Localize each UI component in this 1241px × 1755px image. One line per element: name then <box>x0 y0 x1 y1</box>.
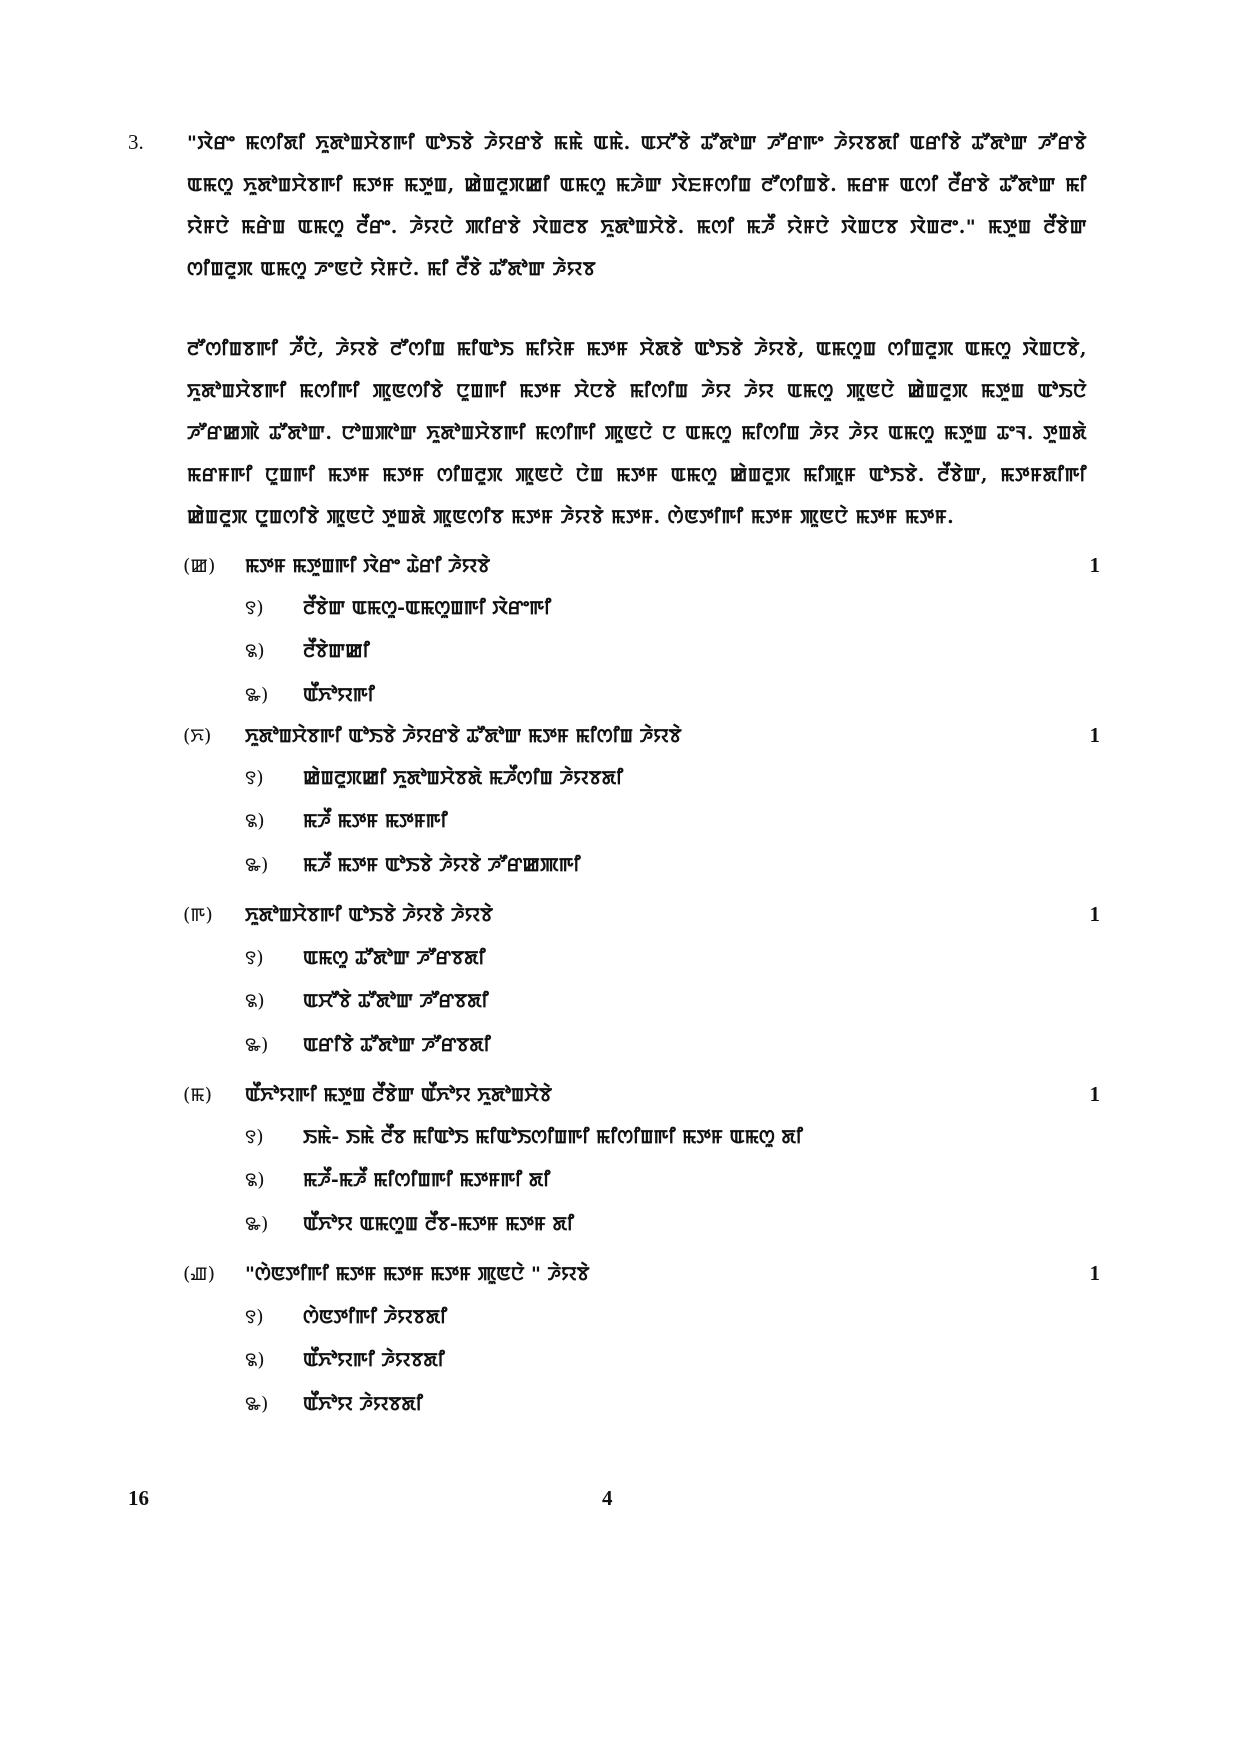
option-label: ꯱) <box>245 1126 264 1148</box>
option-label: ꯳) <box>245 1034 269 1056</box>
option-text: ꯑꯩꯈꯣꯌꯒꯤ <box>303 684 375 706</box>
option-text: ꯀꯥꯡꯂꯨꯞꯀꯤ ꯈꯨꯗꯣꯡꯆꯥꯕꯗꯥ ꯃꯍꯩꯁꯤꯡ ꯍꯥꯌꯕꯗꯤ <box>303 767 624 789</box>
subquestion <box>183 553 1100 585</box>
option-label: ꯲) <box>245 640 265 662</box>
subquestion <box>183 1082 1100 1114</box>
option-text: ꯂꯩꯕꯥꯛ ꯑꯃꯁꯨ-ꯑꯃꯁꯨꯡꯒꯤ ꯋꯥꯔꯦꯒꯤ <box>303 597 552 619</box>
option-label: ꯲) <box>245 990 265 1012</box>
option-label: ꯱) <box>245 597 264 619</box>
option-text: ꯁꯥꯟꯇꯤꯒꯤ ꯍꯥꯌꯕꯗꯤ <box>303 1306 448 1328</box>
option-text: ꯑꯃꯁꯨ ꯊꯧꯗꯣꯛ ꯍꯧꯔꯕꯗꯤ <box>303 947 486 969</box>
option-text: ꯑꯔꯤꯕꯥ ꯊꯧꯗꯣꯛ ꯍꯧꯔꯕꯗꯤ <box>303 1034 491 1056</box>
option-label: ꯲) <box>245 810 265 832</box>
subquestion <box>183 723 1100 755</box>
option-text: ꯃꯍꯩ ꯃꯇꯝ ꯃꯇꯝꯒꯤ <box>303 810 448 832</box>
subquestion-label: (ꯃ) <box>183 1084 213 1106</box>
subquestion-text: "ꯁꯥꯟꯇꯤꯒꯤ ꯃꯇꯝ ꯃꯇꯝ ꯃꯇꯝ ꯄꯨꯟꯅꯥ " ꯍꯥꯌꯕꯥ <box>245 1263 590 1285</box>
passage-paragraph-1: "ꯋꯥꯔꯦ ꯃꯁꯤꯗꯤ ꯈꯨꯗꯣꯡꯆꯥꯕꯒꯤ ꯑꯣꯏꯕꯥ ꯍꯥꯌꯔꯕꯥ ꯃꯃꯥ ꯑꯃꯥ. ꯑꯆꯧꯕꯥ ꯊꯧꯗꯣꯛ ꯍꯧꯔꯒꯦ ꯍꯥꯌꯕꯗꯤ ꯑꯔꯤꯕꯥ ꯊꯧꯗꯣꯛ ꯍꯧꯔꯕꯥ ꯑꯃꯁꯨ ꯈꯨꯗꯣꯡꯆꯥꯕꯒꯤ ꯃꯇꯝ ꯃꯇꯨꯡ, ꯀꯥꯡꯂꯨꯞꯀꯤ ꯑꯃꯁꯨ ꯃꯍꯥꯛ ꯋꯥꯐꯝꯁꯤꯡ ꯂꯧꯁꯤꯡꯕꯥ. ꯃꯔꯝ ꯑꯁꯤ ꯂꯩꯔꯕꯥ ꯊꯧꯗꯣꯛ ꯃꯤ ꯌꯥꯝꯅꯥ ꯃꯔꯥꯡ ꯑꯃꯁꯨ ꯂꯩꯔꯦ. ꯍꯥꯌꯅꯥ ꯄꯤꯔꯕꯥ ꯋꯥꯡꯂꯕ ꯈꯨꯗꯣꯡꯆꯥꯕꯥ. ꯃꯁꯤ ꯃꯍꯩ ꯌꯥꯝꯅꯥ ꯋꯥꯡꯅꯕ ꯋꯥꯡꯂꯦ." ꯃꯇꯨꯡ ꯂꯩꯕꯥꯛ ꯁꯤꯡꯂꯨꯞ ꯑꯃꯁꯨ ꯍꯦꯟꯅꯥ ꯌꯥꯝꯅꯥ. ꯃꯤ ꯂꯩꯕꯥ ꯊꯧꯗꯣꯛ ꯍꯥꯌꯕ <box>187 132 1087 280</box>
option-text: ꯑꯩꯈꯣꯌ ꯑꯃꯁꯨꯡ ꯂꯩꯕ-ꯃꯇꯝ ꯃꯇꯝ ꯗꯤ <box>303 1213 575 1235</box>
option-label: ꯲) <box>245 1349 265 1371</box>
option-label: ꯱) <box>245 1306 264 1328</box>
option-label: ꯲) <box>245 1169 265 1191</box>
option-text: ꯑꯆꯧꯕꯥ ꯊꯧꯗꯣꯛ ꯍꯧꯔꯕꯗꯤ <box>303 990 489 1012</box>
option-text: ꯂꯩꯕꯥꯛꯀꯤ <box>303 640 370 662</box>
marks-value: 1 <box>1089 553 1100 577</box>
option-text: ꯑꯩꯈꯣꯌ ꯍꯥꯌꯕꯗꯤ <box>303 1393 423 1415</box>
option-label: ꯳) <box>245 1393 269 1415</box>
marks-value: 1 <box>1089 1082 1100 1106</box>
subquestion-label: (ꯒ) <box>183 904 213 926</box>
option-text: ꯑꯩꯈꯣꯌꯒꯤ ꯍꯥꯌꯕꯗꯤ <box>303 1349 445 1371</box>
subquestion <box>183 902 1100 934</box>
subquestion <box>183 1261 1100 1293</box>
subquestion-label: (ꯈ) <box>183 725 212 747</box>
option-label: ꯳) <box>245 684 269 706</box>
subquestion-text: ꯃꯇꯝ ꯃꯇꯨꯡꯒꯤ ꯋꯥꯔꯦ ꯊꯥꯔꯤ ꯍꯥꯌꯕꯥ <box>245 555 491 577</box>
subquestion-label: (ꯀ) <box>183 555 216 577</box>
passage-paragraph-2: ꯂꯧꯁꯤꯡꯕꯒꯤ ꯍꯩꯅꯥ, ꯍꯥꯌꯕꯥ ꯂꯧꯁꯤꯡ ꯃꯤꯑꯣꯏ ꯃꯤꯌꯥꯝ ꯃꯇꯝ ꯆꯥꯗꯕꯥ ꯑꯣꯏꯕꯥ ꯍꯥꯌꯕꯥ, ꯑꯃꯁꯨꯡ ꯁꯤꯡꯂꯨꯞ ꯑꯃꯁꯨ ꯋꯥꯡꯅꯕꯥ, ꯈꯨꯗꯣꯡꯆꯥꯕꯒꯤ ꯃꯁꯤꯒꯤ ꯄꯨꯟꯁꯤꯕꯥ ꯅꯨꯡꯒꯤ ꯃꯇꯝ ꯆꯥꯅꯕꯥ ꯃꯤꯁꯤꯡ ꯍꯥꯌ ꯍꯥꯌ ꯑꯃꯁꯨ ꯄꯨꯟꯅꯥ ꯀꯥꯡꯂꯨꯞ ꯃꯇꯨꯡ ꯑꯣꯏꯅꯥ ꯍꯧꯔꯀꯄꯥ ꯊꯧꯗꯣꯛ. ꯅꯣꯡꯄꯣꯛ ꯈꯨꯗꯣꯡꯆꯥꯕꯒꯤ ꯃꯁꯤꯒꯤ ꯄꯨꯟꯅꯥ ꯅ ꯑꯃꯁꯨ ꯃꯤꯁꯤꯡ ꯍꯥꯌ ꯍꯥꯌ ꯑꯃꯁꯨ ꯃꯇꯨꯡ ꯊꯦꯜ. ꯇꯨꯡꯗꯥ ꯃꯔꯝꯒꯤ ꯅꯨꯡꯒꯤ ꯃꯇꯝ ꯃꯇꯝ ꯁꯤꯡꯂꯨꯞ ꯄꯨꯟꯅꯥ ꯅꯥꯡ ꯃꯇꯝ ꯑꯃꯁꯨ ꯀꯥꯡꯂꯨꯞ ꯃꯤꯄꯨꯝ ꯑꯣꯏꯕꯥ. ꯂꯩꯕꯥꯛ, ꯃꯇꯝꯗꯤꯒꯤ ꯀꯥꯡꯂꯨꯞ ꯅꯨꯡꯁꯤꯕꯥ ꯄꯨꯟꯅꯥ ꯇꯨꯡꯗꯥ ꯄꯨꯟꯁꯤꯕ ꯃꯇꯝ ꯍꯥꯌꯕꯥ ꯃꯇꯝ. ꯁꯥꯟꯇꯤꯒꯤ ꯃꯇꯝ ꯄꯨꯟꯅꯥ ꯃꯇꯝ ꯃꯇꯝ. <box>187 338 1087 528</box>
subquestion-text: ꯑꯩꯈꯣꯌꯒꯤ ꯃꯇꯨꯡ ꯂꯩꯕꯥꯛ ꯑꯩꯈꯣꯌ ꯈꯨꯗꯣꯡꯆꯥꯕꯥ <box>245 1084 552 1106</box>
marks-value: 1 <box>1089 723 1100 747</box>
option-text: ꯏꯃꯥ- ꯏꯃꯥ ꯂꯩꯕ ꯃꯤꯑꯣꯏ ꯃꯤꯑꯣꯏꯁꯤꯡꯒꯤ ꯃꯤꯁꯤꯡꯒꯤ ꯃꯇꯝ ꯑꯃꯁꯨ ꯗꯤ <box>303 1126 803 1148</box>
option-label: ꯳) <box>245 854 269 876</box>
page-number: 4 <box>602 1486 613 1510</box>
paper-code: 16 <box>128 1486 149 1510</box>
option-text: ꯃꯍꯩ ꯃꯇꯝ ꯑꯣꯏꯕꯥ ꯍꯥꯌꯕꯥ ꯍꯧꯔꯀꯄꯒꯤ <box>303 854 581 876</box>
question-number: 3. <box>128 130 144 154</box>
option-label: ꯳) <box>245 1213 269 1235</box>
option-text: ꯃꯍꯩ-ꯃꯍꯩ ꯃꯤꯁꯤꯡꯒꯤ ꯃꯇꯝꯒꯤ ꯗꯤ <box>303 1169 551 1191</box>
subquestion-text: ꯈꯨꯗꯣꯡꯆꯥꯕꯒꯤ ꯑꯣꯏꯕꯥ ꯍꯥꯌꯔꯕꯥ ꯊꯧꯗꯣꯛ ꯃꯇꯝ ꯃꯤꯁꯤꯡ ꯍꯥꯌꯕꯥ <box>245 725 682 747</box>
marks-value: 1 <box>1089 1261 1100 1285</box>
option-label: ꯱) <box>245 947 264 969</box>
marks-value: 1 <box>1089 902 1100 926</box>
subquestion-label: (ꯉ) <box>183 1263 216 1285</box>
option-label: ꯱) <box>245 767 264 789</box>
subquestion-text: ꯈꯨꯗꯣꯡꯆꯥꯕꯒꯤ ꯑꯣꯏꯕꯥ ꯍꯥꯌꯕꯥ ꯍꯥꯌꯕꯥ <box>245 904 493 926</box>
